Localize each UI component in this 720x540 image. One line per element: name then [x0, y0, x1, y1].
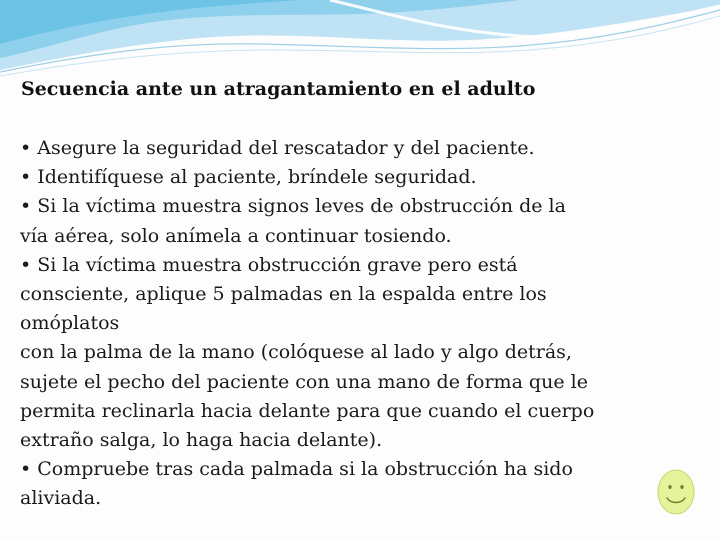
- body-line: extraño salga, lo haga hacia delante).: [20, 429, 383, 452]
- body-line: sujete el pecho del paciente con una mano de forma que le: [20, 370, 588, 393]
- body-line: • Si la víctima muestra signos leves de obstrucción de la: [20, 195, 566, 218]
- body-line: vía aérea, solo anímela a continuar tosiendo.: [20, 224, 452, 247]
- body-line: • Asegure la seguridad del rescatador y del paciente.: [20, 137, 535, 159]
- header-wave-decoration: [0, 0, 720, 80]
- body-line: aliviada.: [20, 487, 102, 510]
- body-line: • Si la víctima muestra obstrucción grave pero está: [20, 253, 518, 276]
- body-line: permita reclinarla hacia delante para que cuando el cuerpo: [20, 399, 595, 422]
- slide-body: [20, 134, 650, 514]
- smiley-face-icon: [656, 468, 696, 516]
- body-line: • Identifíquese al paciente, bríndele seguridad.: [20, 166, 477, 189]
- body-line: • Compruebe tras cada palmada si la obstrucción ha sido: [20, 458, 573, 481]
- body-line: consciente, aplique 5 palmadas en la espalda entre los: [20, 283, 547, 306]
- body-line: con la palma de la mano (colóquese al lado y algo detrás,: [20, 341, 572, 364]
- slide-title: Secuencia ante un atragantamiento en el adulto: [21, 78, 536, 100]
- body-line: omóplatos: [20, 312, 120, 335]
